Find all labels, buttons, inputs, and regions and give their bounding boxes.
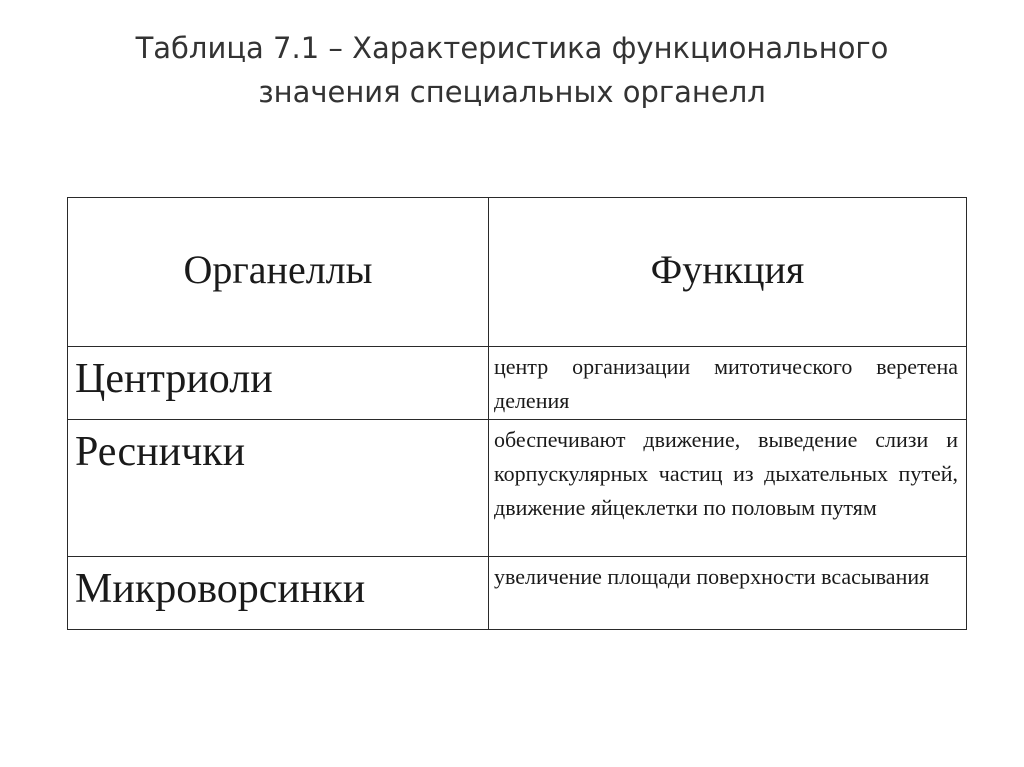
- organelle-cell: [68, 347, 489, 420]
- function-text: увеличение площади поверхности всасывания: [494, 564, 930, 589]
- title-line-2: значения специальных органелл: [258, 75, 766, 109]
- function-cell: [489, 420, 967, 557]
- table-row: [68, 420, 967, 557]
- organelles-table: [67, 197, 967, 630]
- organelle-cell: [68, 420, 489, 557]
- organelle-cell: [68, 557, 489, 630]
- organelle-name: Реснички: [75, 429, 246, 475]
- organelle-name: Центриоли: [75, 356, 273, 402]
- header-organelles: Органеллы: [68, 198, 489, 347]
- function-cell: [489, 557, 967, 630]
- table-row: [68, 347, 967, 420]
- header-function: Функция: [489, 198, 967, 347]
- table-header-row: [68, 198, 967, 347]
- function-text: обеспечивают движение, выведение слизи и корпускулярных частиц из дыхательных путей, движение яйцеклетки по половым путям: [494, 427, 958, 520]
- function-text: центр организации митотического веретена деления: [494, 354, 958, 413]
- organelle-name: Микроворсинки: [75, 566, 366, 612]
- page-title: [0, 26, 1024, 114]
- title-line-1: Таблица 7.1 – Характеристика функционального: [135, 31, 889, 65]
- function-cell: [489, 347, 967, 420]
- table-row: [68, 557, 967, 630]
